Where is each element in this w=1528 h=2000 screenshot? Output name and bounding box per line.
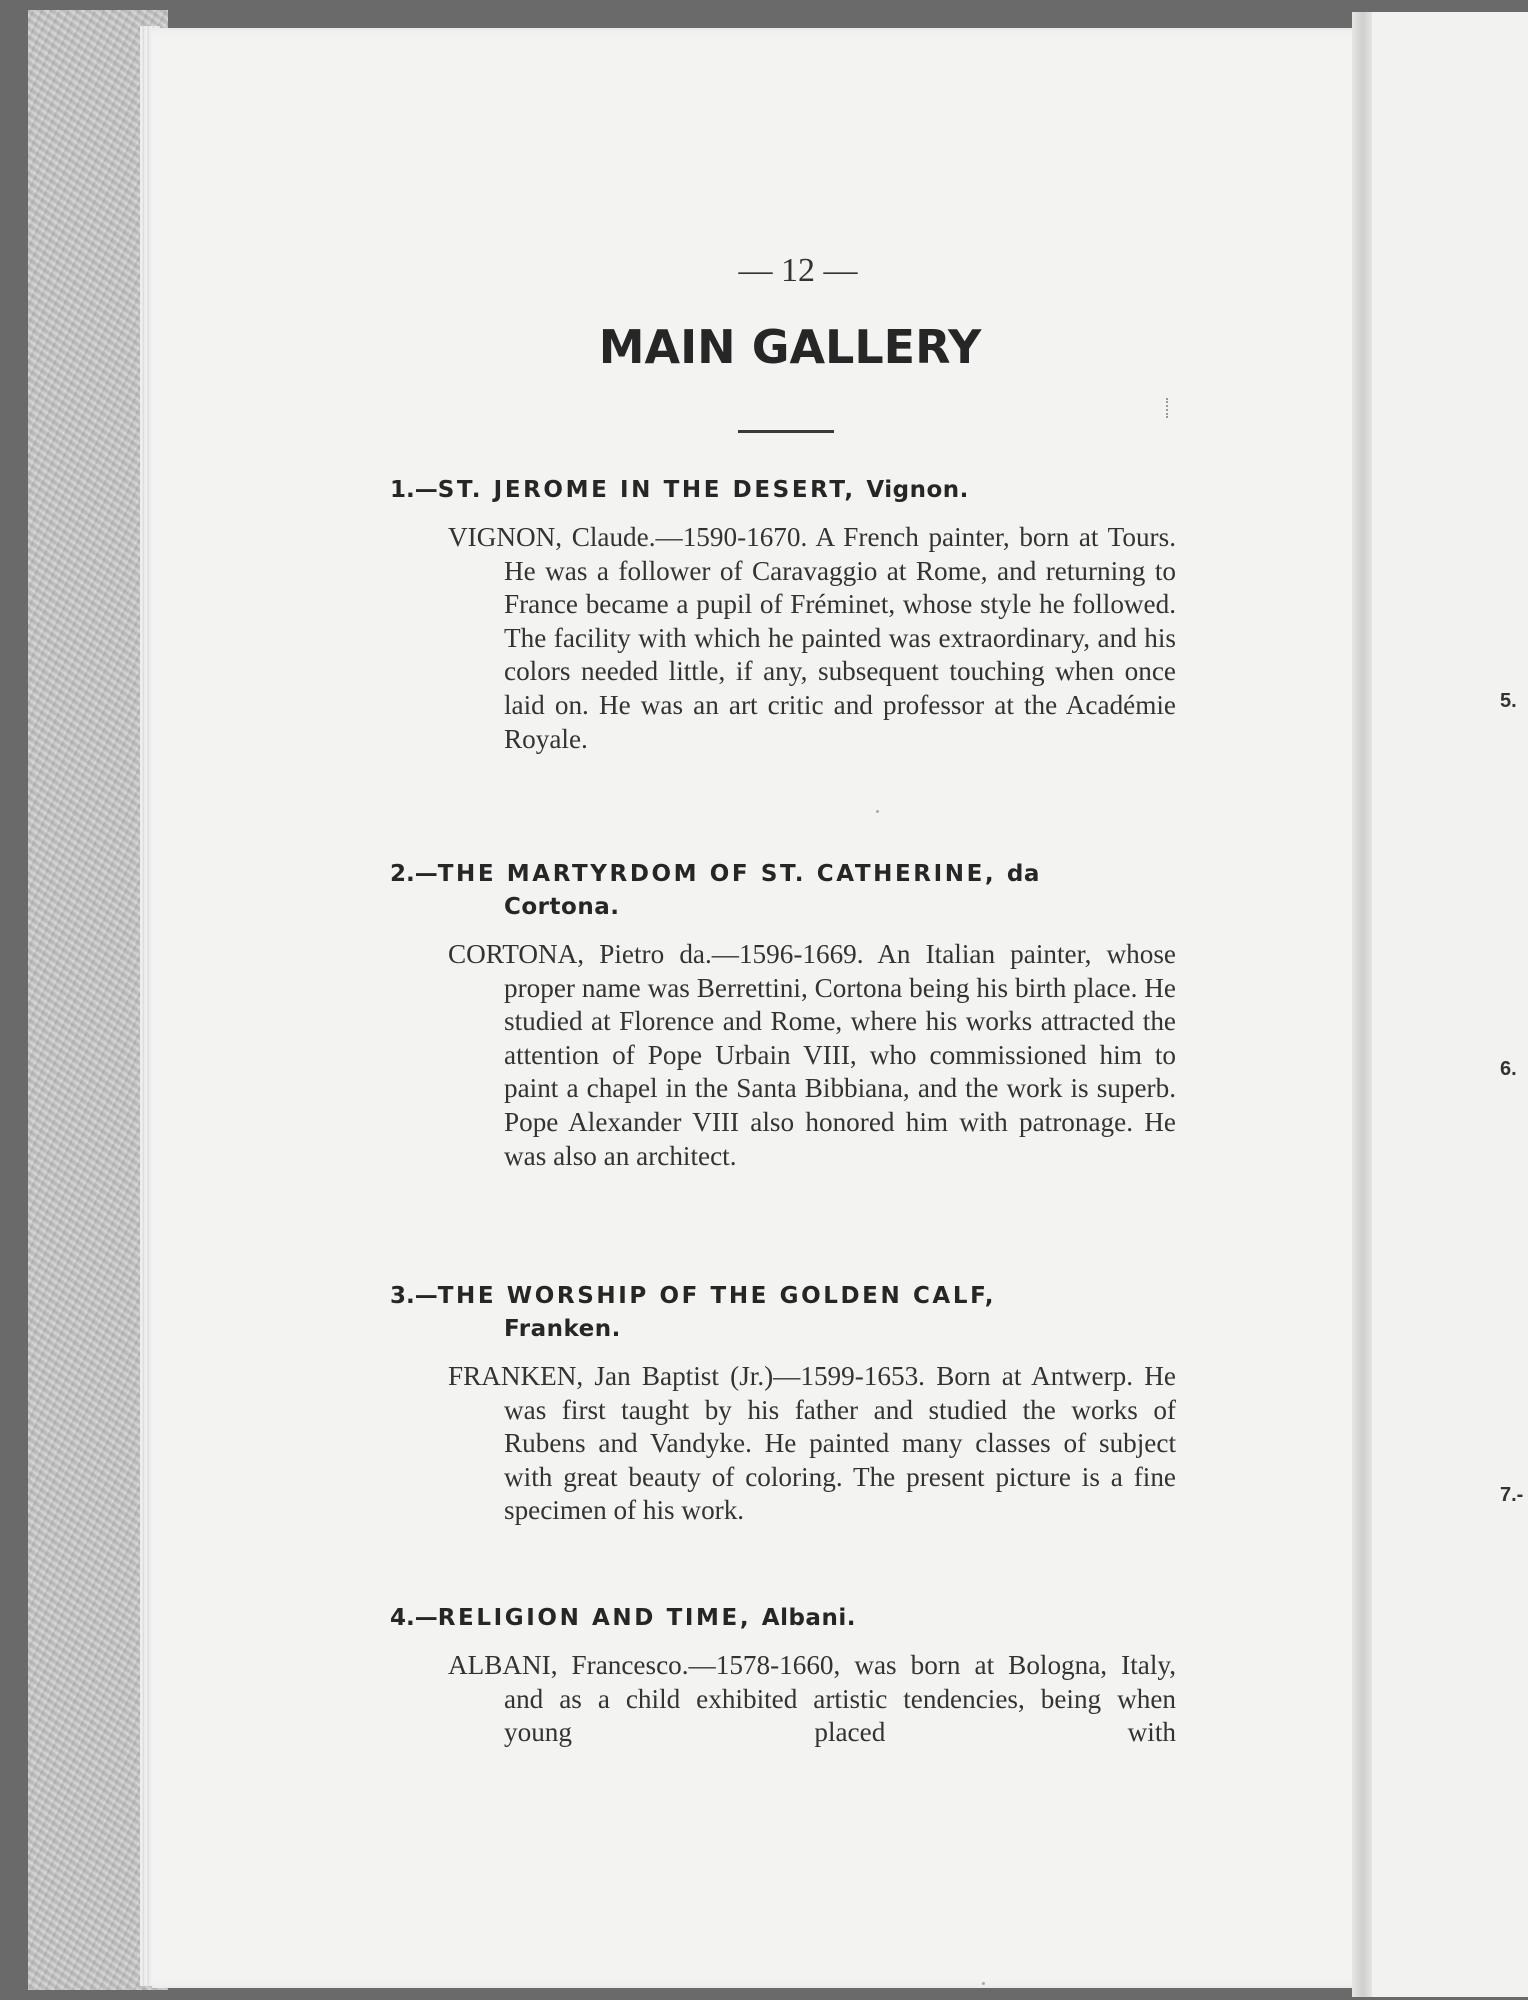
title-divider xyxy=(738,430,834,433)
painting-title: THE MARTYRDOM OF ST. CATHERINE, xyxy=(437,861,1007,887)
entry-number: 2.— xyxy=(390,861,438,887)
artist-biography: CORTONA, Pietro da.—1596-1669. An Italian painter, whose proper name was Berrettini, Cortona being his birth place. He studied at Florence and Rome, where his works attracted the attention of Pope Urbain VIII, who commissioned him to paint a chapel in the Santa Bibbiana, and the work is superb. Pope Alexander VIII also honored him with patronage. He was also an architect. xyxy=(448,939,1176,1171)
painting-title: RELIGION AND TIME, xyxy=(437,1605,762,1631)
painting-title: THE WORSHIP OF THE GOLDEN CALF, xyxy=(437,1283,997,1309)
artist-name-continued: Franken. xyxy=(504,1316,621,1342)
entry-heading xyxy=(390,1602,1176,1635)
entry-heading xyxy=(390,474,1176,507)
artist-biography: VIGNON, Claude.—1590-1670. A French painter, born at Tours. He was a follower of Caravaggio at Rome, and returning to France became a pupil of Fréminet, whose style he followed. The facility with which he painted was extraordinary, and his colors needed little, if any, subsequent touching when once laid on. He was an art critic and professor at the Académie Royale. xyxy=(448,522,1176,754)
catalog-entry-1 xyxy=(390,474,1176,756)
artist-name-continued: Cortona. xyxy=(504,894,620,920)
entry-number: 1.— xyxy=(390,477,438,503)
entry-number: 4.— xyxy=(390,1605,438,1631)
artist-name: da xyxy=(1006,861,1040,887)
artist-biography: FRANKEN, Jan Baptist (Jr.)—1599-1653. Born at Antwerp. He was first taught by his father and studied the works of Rubens and Vandyke. He painted many classes of subject with great beauty of coloring. The present picture is a fine specimen of his work. xyxy=(448,1361,1176,1526)
catalog-entry-2 xyxy=(390,858,1176,1173)
page-title: MAIN GALLERY xyxy=(598,320,982,374)
stray-print-dot xyxy=(982,1982,985,1985)
stray-print-dot xyxy=(876,810,879,813)
entry-heading xyxy=(390,858,1176,924)
stray-print-mark xyxy=(1166,398,1170,418)
entry-number: 3.— xyxy=(390,1283,438,1309)
catalog-entry-4 xyxy=(390,1602,1176,1750)
next-page-marker-6: 6. xyxy=(1500,1058,1517,1080)
artist-name: Vignon. xyxy=(866,477,969,503)
catalog-entry-3 xyxy=(390,1280,1176,1528)
book-gutter xyxy=(1352,12,1374,1997)
painting-title: ST. JEROME IN THE DESERT, xyxy=(437,477,867,503)
page-number: — 12 — xyxy=(738,252,858,289)
artist-name: Albani. xyxy=(761,1605,856,1631)
next-page-marker-7: 7.- xyxy=(1500,1484,1524,1506)
next-page-edge xyxy=(1372,12,1528,1997)
entry-heading xyxy=(390,1280,1176,1346)
artist-biography: ALBANI, Francesco.—1578-1660, was born at Bologna, Italy, and as a child exhibited artistic tendencies, being when young placed with xyxy=(448,1650,1176,1748)
next-page-marker-5: 5. xyxy=(1500,690,1517,712)
